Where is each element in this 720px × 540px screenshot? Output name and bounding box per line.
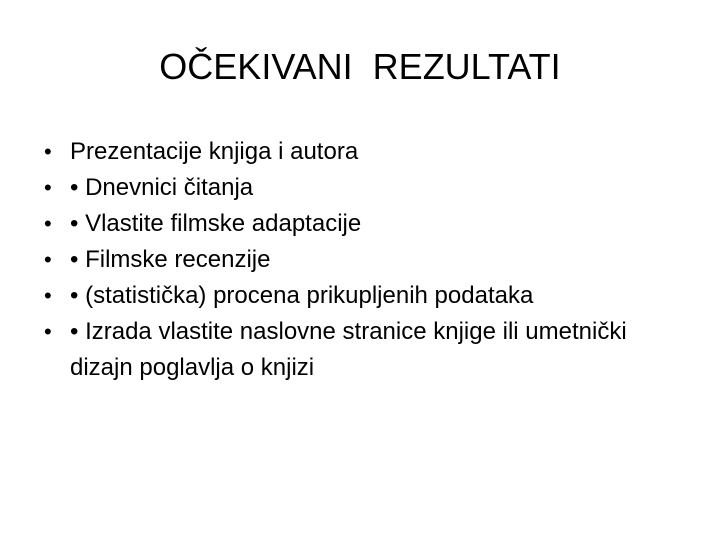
list-item-text: • Izrada vlastite naslovne stranice knjige ili umetnički dizajn poglavlja o knjizi xyxy=(70,318,627,381)
list-item xyxy=(44,206,684,242)
slide-title: OČEKIVANI REZULTATI xyxy=(159,46,561,87)
bullet-list xyxy=(44,134,684,386)
list-item-text: • Vlastite filmske adaptacije xyxy=(70,210,362,237)
list-item-text: • Filmske recenzije xyxy=(70,246,271,273)
list-item xyxy=(44,278,684,314)
bullet-icon: • xyxy=(44,283,52,308)
list-item-text: • (statistička) procena prikupljenih podataka xyxy=(70,282,534,309)
bullet-icon: • xyxy=(44,139,52,164)
bullet-icon: • xyxy=(44,175,52,200)
list-item xyxy=(44,242,684,278)
list-item xyxy=(44,314,684,386)
list-item xyxy=(44,170,684,206)
list-item xyxy=(44,134,684,170)
list-item-text: • Dnevnici čitanja xyxy=(70,174,254,201)
bullet-icon: • xyxy=(44,211,52,236)
bullet-icon: • xyxy=(44,319,52,344)
list-item-text: Prezentacije knjiga i autora xyxy=(70,138,359,165)
bullet-icon: • xyxy=(44,247,52,272)
